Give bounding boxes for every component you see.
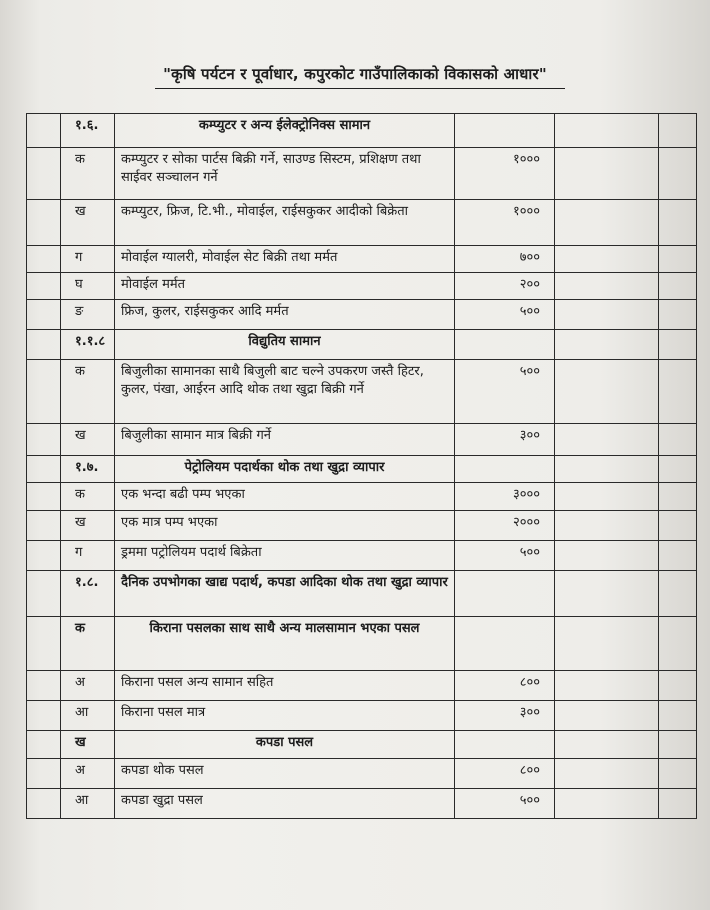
blank-cell [659, 456, 697, 483]
row-number: ङ [61, 300, 115, 330]
table-row [27, 701, 697, 731]
row-rate: ३०० [455, 424, 555, 456]
row-description: कपडा खुद्रा पसल [115, 789, 455, 819]
blank-cell [27, 200, 61, 246]
blank-cell [555, 273, 659, 300]
row-rate: ३०० [455, 701, 555, 731]
blank-cell [555, 330, 659, 360]
blank-cell [659, 360, 697, 424]
blank-cell [659, 483, 697, 511]
blank-cell [555, 511, 659, 541]
page-header-title: "कृषि पर्यटन र पूर्वाधार, कपुरकोट गाउँपालिकाको विकासको आधार" [163, 65, 547, 83]
blank-cell [27, 731, 61, 759]
row-description: एक भन्दा बढी पम्प भएका [115, 483, 455, 511]
blank-cell [659, 114, 697, 148]
blank-cell [555, 148, 659, 200]
row-number: ख [61, 511, 115, 541]
fee-table-body [27, 114, 697, 819]
blank-cell [659, 671, 697, 701]
blank-cell [555, 424, 659, 456]
blank-cell [555, 360, 659, 424]
blank-cell [27, 759, 61, 789]
row-number: क [61, 148, 115, 200]
row-number: ख [61, 424, 115, 456]
table-row [27, 273, 697, 300]
row-description: कम्प्युटर र सोका पार्टस बिक्री गर्ने, साउण्ड सिस्टम, प्रशिक्षण तथा साईवर सञ्चालन गर्ने [115, 148, 455, 200]
blank-cell [555, 483, 659, 511]
row-number: १.६. [61, 114, 115, 148]
blank-cell [659, 246, 697, 273]
row-rate: १००० [455, 200, 555, 246]
blank-cell [27, 246, 61, 273]
blank-cell [27, 671, 61, 701]
blank-cell [27, 571, 61, 617]
blank-cell [27, 541, 61, 571]
blank-cell [555, 541, 659, 571]
row-rate: ७०० [455, 246, 555, 273]
blank-cell [555, 200, 659, 246]
row-number: अ [61, 759, 115, 789]
row-number: घ [61, 273, 115, 300]
table-row [27, 360, 697, 424]
row-rate: २०० [455, 273, 555, 300]
blank-cell [27, 300, 61, 330]
table-row [27, 571, 697, 617]
row-description: कपडा पसल [115, 731, 455, 759]
row-rate: ५०० [455, 360, 555, 424]
blank-cell [659, 511, 697, 541]
blank-cell [555, 456, 659, 483]
blank-cell [555, 731, 659, 759]
row-description: दैनिक उपभोगका खाद्य पदार्थ, कपडा आदिका थोक तथा खुद्रा व्यापार [115, 571, 455, 617]
table-row [27, 456, 697, 483]
blank-cell [27, 148, 61, 200]
header-underline [155, 88, 565, 89]
row-rate [455, 456, 555, 483]
blank-cell [555, 571, 659, 617]
blank-cell [659, 571, 697, 617]
blank-cell [27, 701, 61, 731]
row-number: ख [61, 200, 115, 246]
blank-cell [27, 511, 61, 541]
blank-cell [659, 789, 697, 819]
row-rate [455, 330, 555, 360]
row-description: कम्प्युटर, फ्रिज, टि.भी., मोवाईल, राईसकुकर आदीको बिक्रेता [115, 200, 455, 246]
blank-cell [555, 617, 659, 671]
blank-cell [27, 273, 61, 300]
row-number: १.७. [61, 456, 115, 483]
row-rate: २००० [455, 511, 555, 541]
row-number: आ [61, 789, 115, 819]
blank-cell [555, 300, 659, 330]
row-rate: ८०० [455, 759, 555, 789]
blank-cell [659, 424, 697, 456]
blank-cell [27, 360, 61, 424]
blank-cell [659, 330, 697, 360]
row-rate: ८०० [455, 671, 555, 701]
row-rate: ५०० [455, 300, 555, 330]
blank-cell [659, 617, 697, 671]
table-row [27, 789, 697, 819]
blank-cell [555, 701, 659, 731]
table-row [27, 246, 697, 273]
blank-cell [27, 424, 61, 456]
row-number: ग [61, 541, 115, 571]
blank-cell [659, 701, 697, 731]
row-rate: १००० [455, 148, 555, 200]
row-number: १.१.८ [61, 330, 115, 360]
table-row [27, 541, 697, 571]
blank-cell [27, 114, 61, 148]
table-row [27, 300, 697, 330]
blank-cell [659, 148, 697, 200]
row-description: किराना पसल मात्र [115, 701, 455, 731]
table-row [27, 483, 697, 511]
row-number: ख [61, 731, 115, 759]
blank-cell [659, 273, 697, 300]
row-rate [455, 731, 555, 759]
row-number: आ [61, 701, 115, 731]
table-row [27, 617, 697, 671]
row-description: एक मात्र पम्प भएका [115, 511, 455, 541]
row-description: विद्युतिय सामान [115, 330, 455, 360]
table-row [27, 424, 697, 456]
blank-cell [659, 300, 697, 330]
table-row [27, 114, 697, 148]
row-number: क [61, 483, 115, 511]
blank-cell [659, 200, 697, 246]
blank-cell [27, 789, 61, 819]
row-rate: ५०० [455, 789, 555, 819]
blank-cell [555, 789, 659, 819]
row-description: ड्रममा पट्रोलियम पदार्थ बिक्रेता [115, 541, 455, 571]
blank-cell [555, 114, 659, 148]
row-description: बिजुलीका सामानका साथै बिजुली बाट चल्ने उपकरण जस्तै हिटर, कुलर, पंखा, आईरन आदि थोक तथा खुद्रा बिक्री गर्ने [115, 360, 455, 424]
blank-cell [27, 456, 61, 483]
blank-cell [555, 246, 659, 273]
fee-table [26, 113, 697, 819]
row-description: किराना पसल अन्य सामान सहित [115, 671, 455, 701]
row-description: फ्रिज, कुलर, राईसकुकर आदि मर्मत [115, 300, 455, 330]
row-number: क [61, 360, 115, 424]
row-number: क [61, 617, 115, 671]
table-row [27, 148, 697, 200]
row-rate [455, 617, 555, 671]
row-description: मोवाईल मर्मत [115, 273, 455, 300]
table-row [27, 671, 697, 701]
blank-cell [555, 759, 659, 789]
blank-cell [659, 759, 697, 789]
blank-cell [555, 671, 659, 701]
row-number: ग [61, 246, 115, 273]
row-number: १.८. [61, 571, 115, 617]
row-description: मोवाईल ग्यालरी, मोवाईल सेट बिक्री तथा मर्मत [115, 246, 455, 273]
table-row [27, 200, 697, 246]
row-description: पेट्रोलियम पदार्थका थोक तथा खुद्रा व्यापार [115, 456, 455, 483]
row-description: किराना पसलका साथ साथै अन्य मालसामान भएका पसल [115, 617, 455, 671]
table-row [27, 330, 697, 360]
table-row [27, 511, 697, 541]
row-number: अ [61, 671, 115, 701]
row-description: कम्प्युटर र अन्य ईलेक्ट्रोनिक्स सामान [115, 114, 455, 148]
table-row [27, 731, 697, 759]
blank-cell [27, 330, 61, 360]
row-description: बिजुलीका सामान मात्र बिक्री गर्ने [115, 424, 455, 456]
row-rate [455, 114, 555, 148]
table-row [27, 759, 697, 789]
row-rate: ५०० [455, 541, 555, 571]
blank-cell [27, 617, 61, 671]
blank-cell [659, 731, 697, 759]
row-description: कपडा थोक पसल [115, 759, 455, 789]
row-rate [455, 571, 555, 617]
blank-cell [27, 483, 61, 511]
blank-cell [659, 541, 697, 571]
row-rate: ३००० [455, 483, 555, 511]
